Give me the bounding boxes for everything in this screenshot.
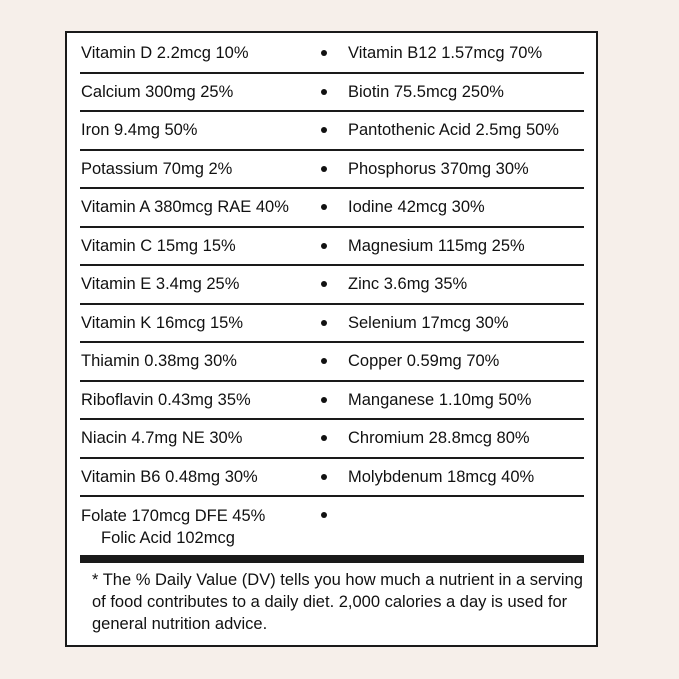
bullet-dot — [321, 281, 327, 287]
nutrient-row — [80, 420, 584, 459]
nutrient-right: Biotin 75.5mcg 250% — [348, 82, 504, 101]
nutrient-row — [80, 35, 584, 74]
nutrient-row — [80, 74, 584, 113]
nutrient-row — [80, 459, 584, 498]
nutrient-right: Manganese 1.10mg 50% — [348, 390, 532, 409]
nutrient-left: Vitamin C 15mg 15% — [81, 236, 236, 255]
bullet-dot — [321, 166, 327, 172]
nutrient-left: Calcium 300mg 25% — [81, 82, 234, 101]
folate-cell — [81, 505, 266, 547]
nutrient-right: Pantothenic Acid 2.5mg 50% — [348, 121, 559, 139]
bullet-dot — [321, 204, 327, 210]
nutrient-left: Potassium 70mg 2% — [81, 159, 233, 178]
nutrient-row — [80, 343, 584, 382]
nutrient-left: Niacin 4.7mg NE 30% — [81, 429, 243, 447]
nutrient-row — [80, 228, 584, 267]
nutrient-left: Vitamin K 16mcg 15% — [81, 313, 244, 332]
nutrient-row — [80, 382, 584, 421]
daily-value-footnote: * The % Daily Value (DV) tells you how much a nutrient in a serving of food contributes to a daily diet. 2,000 calories a day is used for general nutrition advice. — [92, 571, 583, 633]
nutrient-left: Thiamin 0.38mg 30% — [81, 352, 237, 370]
nutrient-row — [80, 266, 584, 305]
nutrient-row — [80, 151, 584, 190]
nutrient-left: Vitamin B6 0.48mg 30% — [81, 467, 258, 486]
bullet-dot — [321, 474, 327, 480]
folate-row — [80, 497, 584, 556]
nutrient-row — [80, 112, 584, 151]
bullet-dot — [321, 243, 327, 249]
nutrient-right: Chromium 28.8mcg 80% — [348, 429, 530, 447]
bullet-dot — [321, 320, 327, 326]
bullet-dot — [321, 512, 327, 518]
nutrition-panel — [65, 31, 598, 647]
nutrient-right: Molybdenum 18mcg 40% — [348, 467, 535, 486]
nutrient-right: Zinc 3.6mg 35% — [348, 275, 468, 293]
folic-acid-label: Folic Acid 102mcg — [101, 529, 235, 547]
bullet-dot — [321, 89, 327, 95]
folate-label: Folate 170mcg DFE 45% — [81, 507, 266, 525]
nutrient-row — [80, 189, 584, 228]
nutrient-row — [80, 305, 584, 344]
nutrient-left: Vitamin A 380mcg RAE 40% — [81, 198, 289, 216]
nutrient-right: Iodine 42mcg 30% — [348, 198, 485, 216]
thick-divider — [80, 555, 584, 563]
nutrient-left: Vitamin E 3.4mg 25% — [81, 275, 240, 293]
nutrient-right: Phosphorus 370mg 30% — [348, 159, 529, 178]
bullet-dot — [321, 435, 327, 441]
nutrient-right: Magnesium 115mg 25% — [348, 236, 525, 255]
bullet-dot — [321, 127, 327, 133]
nutrient-right: Selenium 17mcg 30% — [348, 313, 509, 332]
bullet-dot — [321, 50, 327, 56]
nutrient-left: Riboflavin 0.43mg 35% — [81, 390, 251, 409]
bullet-dot — [321, 358, 327, 364]
nutrient-right: Copper 0.59mg 70% — [348, 352, 500, 370]
nutrient-left: Vitamin D 2.2mcg 10% — [81, 44, 249, 62]
bullet-dot — [321, 397, 327, 403]
nutrient-left: Iron 9.4mg 50% — [81, 121, 198, 139]
nutrient-right: Vitamin B12 1.57mcg 70% — [348, 44, 543, 62]
